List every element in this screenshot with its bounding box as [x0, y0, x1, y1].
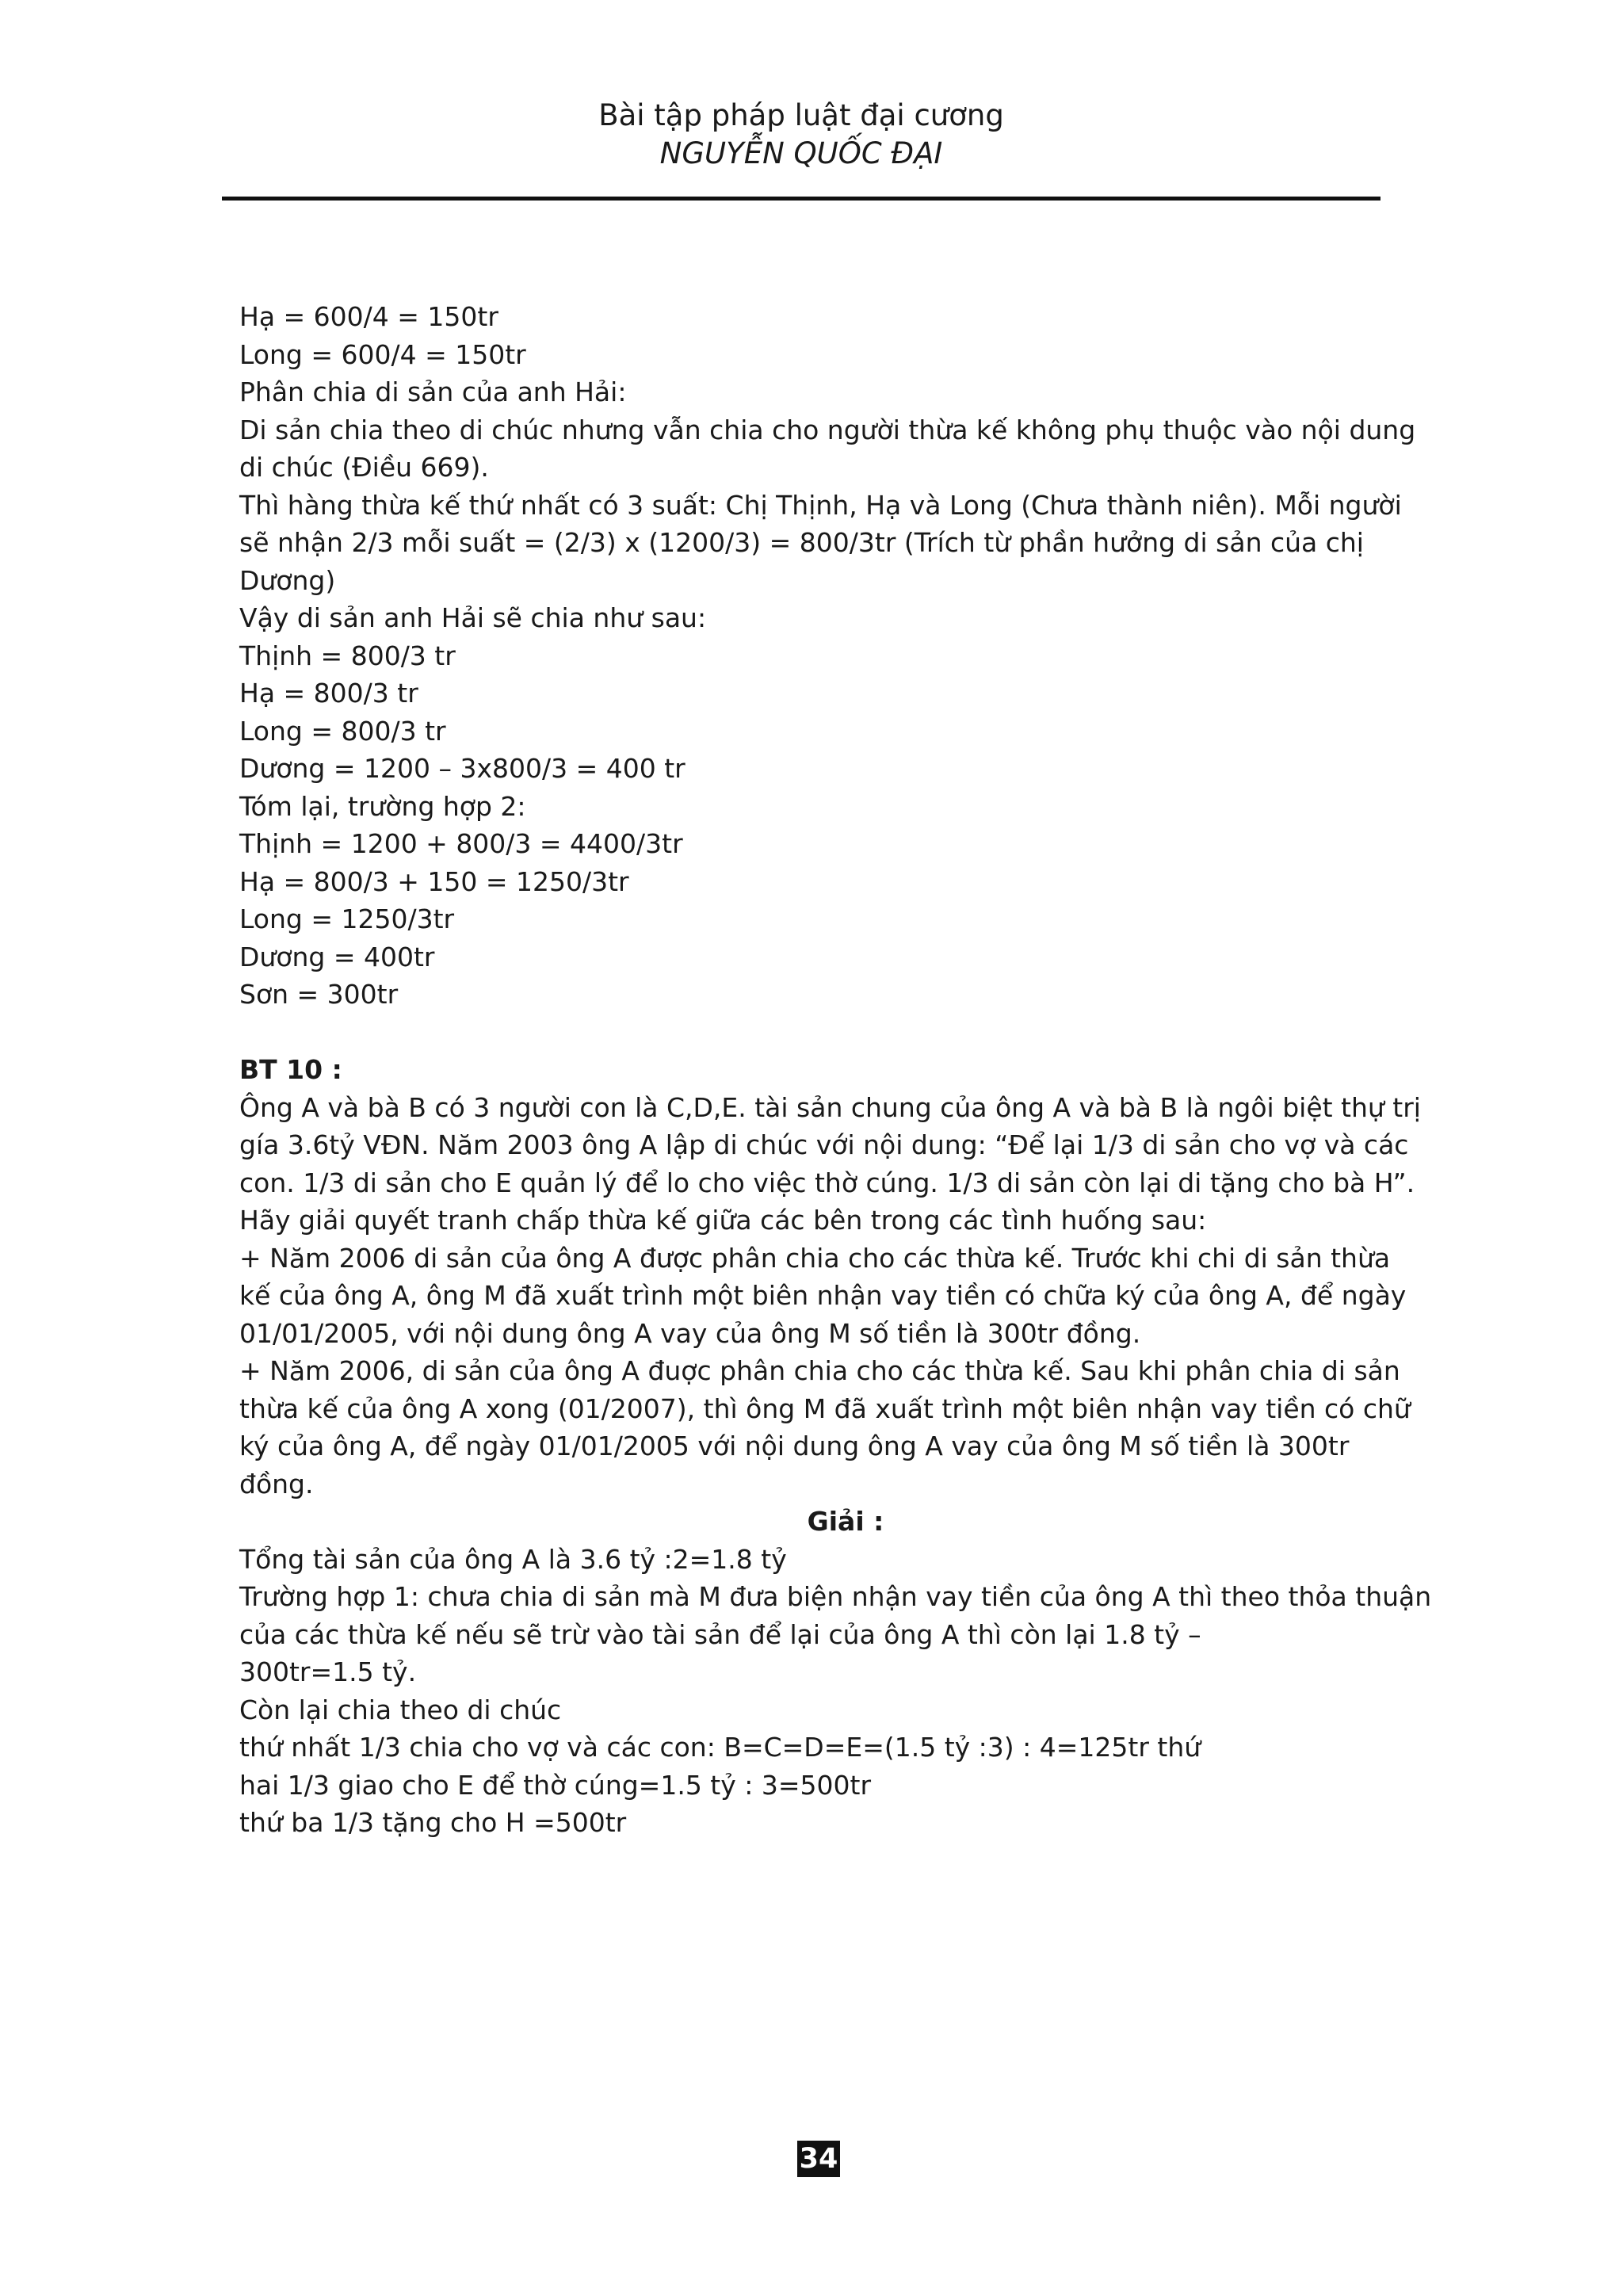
- text-line: gía 3.6tỷ VĐN. Năm 2003 ông A lập di chúc với nội dung: “Để lại 1/3 di sản cho vợ và các: [239, 1129, 1409, 1160]
- text-line: Ông A và bà B có 3 người con là C,D,E. tài sản chung của ông A và bà B là ngôi biệt thự trị: [239, 1091, 1421, 1123]
- text-line: Trường hợp 1: chưa chia di sản mà M đưa biện nhận vay tiền của ông A thì theo thỏa thuận: [239, 1581, 1432, 1612]
- text-line: của các thừa kế nếu sẽ trừ vào tài sản để lại của ông A thì còn lại 1.8 tỷ –: [239, 1618, 1201, 1650]
- text-line: con. 1/3 di sản cho E quản lý để lo cho việc thờ cúng. 1/3 di sản còn lại di tặng cho bà H”.: [239, 1167, 1415, 1198]
- text-line: kế của ông A, ông M đã xuất trình một biên nhận vay tiền có chữa ký của ông A, để ngày: [239, 1280, 1407, 1311]
- text-line: 01/01/2005, với nội dung ông A vay của ông M số tiền là 300tr đồng.: [239, 1317, 1141, 1349]
- text-line: Long = 1250/3tr: [239, 904, 455, 934]
- text-line: Long = 800/3 tr: [239, 715, 446, 747]
- document-title: Bài tập pháp luật đại cương: [598, 98, 1004, 132]
- text-line: thứ nhất 1/3 chia cho vợ và các con: B=C=D=E=(1.5 tỷ :3) : 4=125tr thứ: [239, 1732, 1201, 1763]
- text-line: Tổng tài sản của ông A là 3.6 tỷ :2=1.8 tỷ: [239, 1543, 787, 1575]
- text-line: Thì hàng thừa kế thứ nhất có 3 suất: Chị Thịnh, Hạ và Long (Chưa thành niên). Mỗi người: [239, 489, 1402, 521]
- text-line: Còn lại chia theo di chúc: [239, 1694, 562, 1725]
- text-line: thừa kế của ông A xong (01/2007), thì ông M đã xuất trình một biên nhận vay tiền có chữ: [239, 1392, 1411, 1424]
- text-line: Hãy giải quyết tranh chấp thừa kế giữa các bên trong các tình huống sau:: [239, 1205, 1207, 1236]
- text-line: thứ ba 1/3 tặng cho H =500tr: [239, 1807, 627, 1838]
- text-line: Hạ = 600/4 = 150tr: [239, 301, 498, 332]
- page-header: [222, 97, 1381, 173]
- text-line: ký của ông A, để ngày 01/01/2005 với nội dung ông A vay của ông M số tiền là 300tr: [239, 1431, 1350, 1461]
- text-line: + Năm 2006 di sản của ông A được phân chia cho các thừa kế. Trước khi chi di sản thừa: [239, 1242, 1391, 1274]
- text-line: Thịnh = 1200 + 800/3 = 4400/3tr: [239, 828, 683, 859]
- text-line: Tóm lại, trường hợp 2:: [239, 790, 526, 822]
- exercise-heading: BT 10 :: [239, 1054, 342, 1085]
- text-line: hai 1/3 giao cho E để thờ cúng=1.5 tỷ : 3=500tr: [239, 1769, 872, 1801]
- text-line: sẽ nhận 2/3 mỗi suất = (2/3) x (1200/3) = 800/3tr (Trích từ phần hưởng di sản của chị: [239, 527, 1364, 558]
- text-line: Dương = 1200 – 3x800/3 = 400 tr: [239, 753, 685, 784]
- text-line: đồng.: [239, 1468, 314, 1499]
- text-line: Hạ = 800/3 tr: [239, 678, 418, 709]
- text-line: Dương): [239, 564, 336, 596]
- text-line: Hạ = 800/3 + 150 = 1250/3tr: [239, 865, 629, 897]
- author-name: NGUYỄN QUỐC ĐẠI: [659, 136, 943, 170]
- text-line: Dương = 400tr: [239, 941, 435, 972]
- header-divider: [222, 197, 1381, 201]
- text-line: Long = 600/4 = 150tr: [239, 338, 526, 370]
- text-line: di chúc (Điều 669).: [239, 452, 489, 483]
- text-line: Sơn = 300tr: [239, 979, 399, 1010]
- solution-heading: Giải :: [807, 1506, 884, 1537]
- text-line: 300tr=1.5 tỷ.: [239, 1656, 417, 1687]
- text-line: Phân chia di sản của anh Hải:: [239, 376, 627, 407]
- text-line: Thịnh = 800/3 tr: [239, 640, 456, 671]
- page-number: 34: [797, 2141, 840, 2177]
- text-line: + Năm 2006, di sản của ông A đuợc phân chia cho các thừa kế. Sau khi phân chia di sản: [239, 1355, 1400, 1386]
- page-body: [239, 298, 1432, 1842]
- text-line: Di sản chia theo di chúc nhưng vẫn chia cho người thừa kế không phụ thuộc vào nội dung: [239, 414, 1416, 445]
- blank-line: [239, 1014, 1381, 1052]
- text-line: Vậy di sản anh Hải sẽ chia như sau:: [239, 602, 707, 633]
